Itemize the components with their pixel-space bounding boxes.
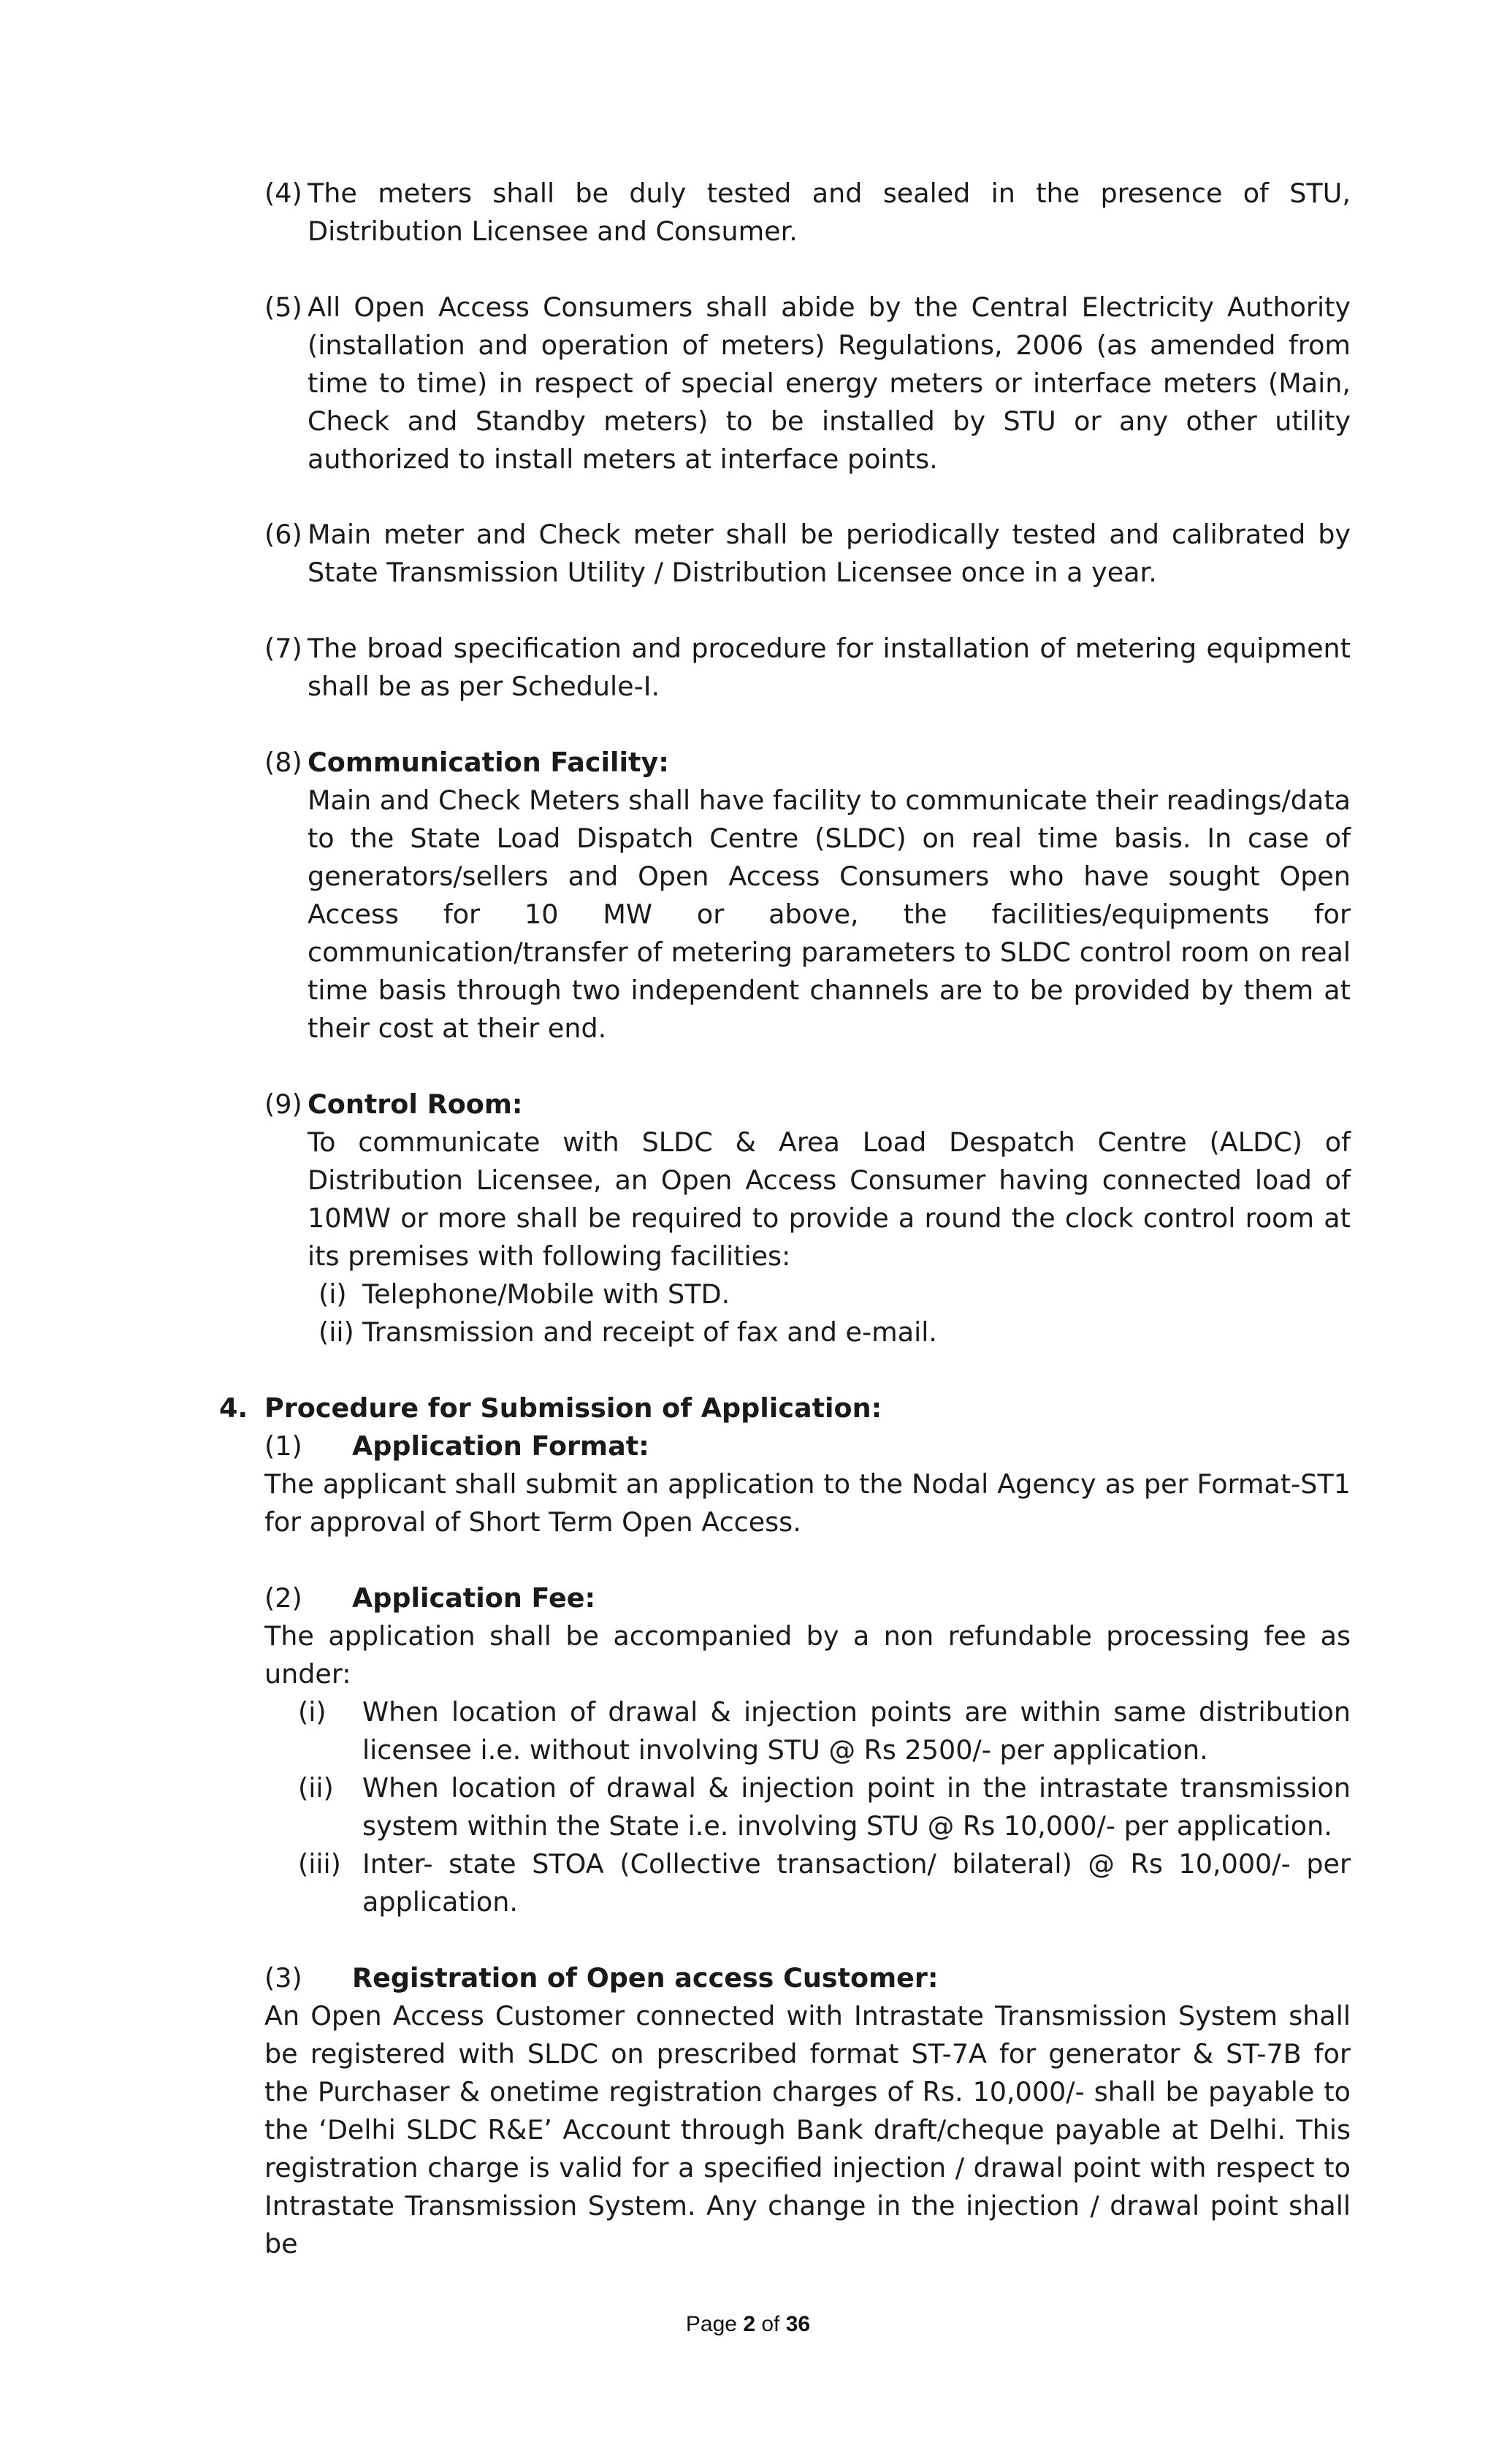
footer-prefix: Page [685,2312,744,2336]
subitem-number: (iii) [298,1848,341,1880]
item-text: Main and Check Meters shall have facility to communicate their readings/data to the State Load Dispatch Centre (SLDC) on real time basis. In case of generators/sellers and Open Access Consumers who have sought Open Access for 10 MW or above, the facilities/equipments for communication/transfer of metering parameters to SLDC control room on real time basis through two independent channels are to be provided by them at their cost at their end. [308,785,1351,1044]
item-number: (1) [264,1430,302,1462]
item-text: The broad specification and procedure for installation of metering equipment shall be as per Schedule-I. [308,633,1351,702]
item-heading: Communication Facility: [308,747,669,778]
item-number: (5) [264,291,302,323]
item-number: (2) [264,1582,302,1614]
item-heading: Application Fee: [352,1582,596,1614]
total-pages-number: 36 [785,2312,811,2336]
item-text: The application shall be accompanied by a non refundable processing fee as under: [264,1620,1351,1690]
item-number: (7) [264,633,302,664]
section-title: Procedure for Submission of Application: [264,1392,882,1424]
item-text: To communicate with SLDC & Area Load Despatch Centre (ALDC) of Distribution Licensee, an Open Access Consumer having connected load of 10MW or more shall be required to provide a round the clock control room at its premises with following facilities: [308,1126,1351,1272]
item-number: (9) [264,1088,302,1120]
item-text: The meters shall be duly tested and sealed in the presence of STU, Distribution Licensee and Consumer. [308,178,1351,247]
subitem-text: When location of drawal & injection point in the intrastate transmission system within the State i.e. involving STU @ Rs 10,000/- per application. [362,1772,1351,1842]
subitem-number: (i) [298,1696,327,1728]
subitem-number: (ii) [318,1316,354,1348]
subitem-text: When location of drawal & injection points are within same distribution licensee i.e. without involving STU @ Rs 2500/- per application. [362,1696,1351,1766]
page-footer [0,2312,1496,2337]
item-number: (3) [264,1962,302,1994]
item-heading: Control Room: [308,1088,523,1120]
item-number: (4) [264,178,302,209]
item-heading: Registration of Open access Customer: [352,1962,939,1994]
section-number: 4. [219,1392,248,1424]
item-text: Main meter and Check meter shall be periodically tested and calibrated by State Transmission Utility / Distribution Licensee once in a year. [308,519,1351,588]
item-number: (6) [264,519,302,550]
subitem-text: Transmission and receipt of fax and e-mail. [362,1316,937,1348]
current-page-number: 2 [743,2312,755,2336]
item-text: An Open Access Customer connected with Intrastate Transmission System shall be registered with SLDC on prescribed format ST-7A for generator & ST-7B for the Purchaser & onetime registration charges of Rs. 10,000/- shall be payable to the ‘Delhi SLDC R&E’ Account through Bank draft/cheque payable at Delhi. This registration charge is valid for a specified injection / drawal point with respect to Intrastate Transmission System. Any change in the injection / drawal point shall be [264,2000,1351,2259]
subitem-number: (ii) [298,1772,334,1804]
subitem-text: Telephone/Mobile with STD. [362,1278,730,1310]
subitem-text: Inter- state STOA (Collective transaction/ bilateral) @ Rs 10,000/- per application. [362,1848,1351,1918]
item-text: The applicant shall submit an application to the Nodal Agency as per Format-ST1 for approval of Short Term Open Access. [264,1468,1351,1538]
item-text: All Open Access Consumers shall abide by the Central Electricity Authority (installation and operation of meters) Regulations, 2006 (as amended from time to time) in respect of special energy meters or interface meters (Main, Check and Standby meters) to be installed by STU or any other utility authorized to install meters at interface points. [308,291,1351,475]
item-number: (8) [264,747,302,778]
footer-middle: of [755,2312,786,2336]
item-heading: Application Format: [352,1430,649,1462]
subitem-number: (i) [318,1278,347,1310]
